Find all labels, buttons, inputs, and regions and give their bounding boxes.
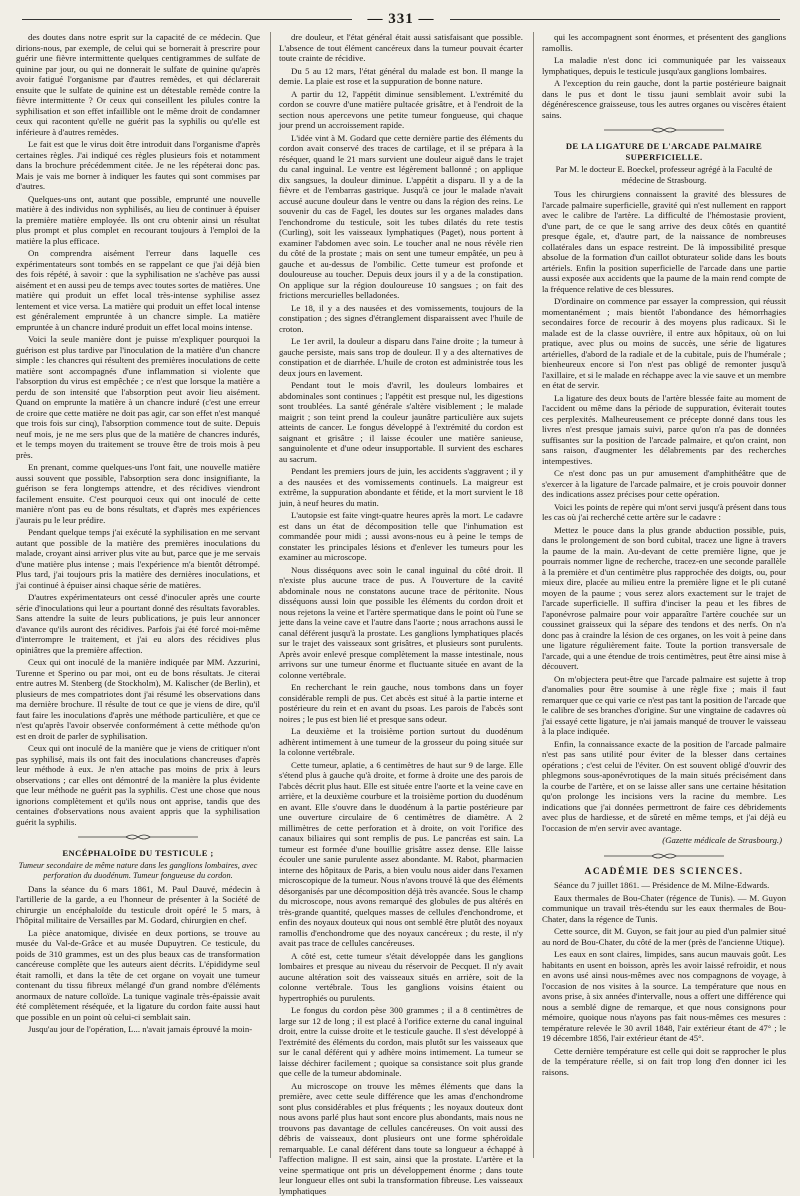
paragraph: La deuxième et la troisième portion surtout du duodénum adhèrent intimement à une tumeur de la grosseur du poing située sur la colonne vertébrale. — [279, 726, 523, 758]
paragraph: dre douleur, et l'état général était aussi satisfaisant que possible. L'absence de tout élément cancéreux dans la tumeur pouvait écarter toute crainte de récidive. — [279, 32, 523, 64]
header-rule-left — [22, 19, 352, 20]
paragraph: Les eaux en sont claires, limpides, sans aucun mauvais goût. Les habitants en usent en boisson, après les avoir laissé refroidir, et nous en avons usé ainsi nous-mêmes avec nos compagnons de voyage, à l'occasion de nos visites à la source. La température que nous en avons prise, à six années d'intervalle, nous a offert une différence qui nous a semblé digne de remarque, et que nous consignons pour mémoire, quoique nous n'ayons pas fait nous-mêmes ces mesures : température relevée le 30 avril 1848, l'air extérieur étant de 47° ; le 19 décembre 1856, l'air extérieur étant de 45°. — [542, 949, 786, 1044]
paragraph: Le fait est que le virus doit être introduit dans l'organisme d'après certaines règles. J'ai indiqué ces règles plusieurs fois et notamment dans la brochure précédemment citée. Je ne les répéterai donc pas. Mais je vais me borner à indiquer les fautes qui sont commises par d'autres. — [16, 139, 260, 192]
paragraph: Nous disséquons avec soin le canal inguinal du côté droit. Il n'existe plus aucune trace de pus. A l'ouverture de la cavité abdominale nous ne constatons aucune trace de péritonite. Nous disséquons aussi loin que possible les éléments du cordon droit et nous rejetons la veine et l'artère spermatique dans le point où l'une se jette dans la veine cave et l'autre dans l'aorte ; nous arrachons aussi le canal déférent jusqu'à la prostate. Les ganglions lymphatiques placés sur le trajet des vaisseaux sont grisâtres, et plusieurs sont purulents. Après avoir enlevé presque complètement la masse intestinale, nous arrivons sur une tumeur énorme et fluctuante située en avant de la colonne vertébrale. — [279, 565, 523, 681]
paragraph: Du 5 au 12 mars, l'état général du malade est bon. Il mange la demie. La plaie est rose et la suppuration de bonne nature. — [279, 66, 523, 87]
paragraph: Pendant quelque temps j'ai exécuté la syphilisation en me servant autant que possible de la matière des premières inoculations du malade, croyant ainsi arriver plus vite au but, parce que je me servais d'une matière plus intense ; mais l'expérience m'a bientôt détrompé. Plus tard, j'ai toujours pris la matière des dernières inoculations, et j'ai continué à épuiser ainsi chaque série de matières. — [16, 527, 260, 590]
paragraph: L'autopsie est faite vingt-quatre heures après la mort. Le cadavre est dans un état de décomposition telle que l'inhumation est commandée pour midi ; aussi avons-nous eu à peine le temps de constater les principales lésions et d'enlever les tumeurs pour les examiner au microscope. — [279, 510, 523, 563]
paragraph: Dans la séance du 6 mars 1861, M. Paul Dauvé, médecin à l'artillerie de la garde, a eu l'honneur de présenter à la Société de chirurgie un encéphaloïde du testicule droit opéré le 5 mars, à l'hôpital militaire de Versailles par M. Godard, chirurgien en chef. — [16, 884, 260, 926]
paragraph: En prenant, comme quelques-uns l'ont fait, une nouvelle matière aussi souvent que possible, l'absorption sera donc insignifiante, la guérison se fera longtemps attendre, et des récidives viendront facilement ensuite. C'est pourquoi ceux qui ont inoculé de cette manière n'ont pas eu de bons résultats, et d'après mes expériences j'aurais pu le leur prédire. — [16, 462, 260, 525]
paragraph: On comprendra aisément l'erreur dans laquelle ces expérimentateurs sont tombés en se rappelant ce que j'ai déjà bien des fois répété, à savoir : que la syphilisation ne s'achève pas aussi aisément et en aussi peu de temps avec toutes sortes de matières. Une matière qui produit un effet local très-intense syphilise assez lentement et vice versa. La matière qui produit un effet local intense est généralement empruntée à un chancre simple. La matière empruntée à un chancre induré produit un effet local moins intense. — [16, 248, 260, 332]
paragraph: Ceux qui ont inoculé de la manière que je viens de critiquer n'ont pas syphilisé, mais ils ont fait des inoculations chancreuses d'après leur méthode à eux. Je n'en attache pas moins de prix à leurs observations ; car elles ont démontré de la manière la plus évidente que leur méthode ne guérit pas la syphilis. C'est une chose que nous ignorions complètement et qu'ils nous ont apprise, tandis que des centaines d'observations nous avaient appris que la syphilisation guérit la syphilis. — [16, 743, 260, 827]
paragraph: L'idée vint à M. Godard que cette dernière partie des éléments du cordon avait conservé des traces de cartilage, et il se prépara à la réséquer, quand le 21 mars survient une douleur aiguë dans le trajet du canal inguinal. Le ventre est légèrement ballonné ; on applique dix sangsues, la douleur diminue. L'appétit a disparu. Il y a de la fièvre et de l'embarras gastrique. Jusqu'à ce jour le malade n'avait accusé aucune douleur dans le ventre ou dans la région des reins. Le souvenir du cas de Fagel, les doutes sur les organes malades dans l'enchondrome du testicule, soit les tubes dilatés du rete testis (Curling), soit les vaisseaux lymphatiques (Paget), nous portent à examiner l'abdomen avec soin. Le toucher anal ne nous révèle rien du côté de la prostate ; mais on sent une tumeur empâtée, un peu à gauche et au-dessus de l'ombilic. Cette tumeur est profonde et douloureuse au toucher. Depuis deux jours il y a de la constipation. On applique sur la région douloureuse 10 sangsues ; on fait des frictions mercurielles belladonées. — [279, 133, 523, 301]
article-title: ENCÉPHALOÏDE DU TESTICULE ; — [16, 848, 260, 859]
paragraph: La maladie n'est donc ici communiquée par les vaisseaux lymphatiques, depuis le testicule jusqu'aux ganglions lombaires. — [542, 55, 786, 76]
header-rule-right — [450, 19, 780, 20]
section-heading: ACADÉMIE DES SCIENCES. — [542, 867, 786, 878]
paragraph: Cette dernière température est celle qui doit se rapprocher le plus de la température réelle, si on fait trop long d'en donner ici les raisons. — [542, 1046, 786, 1078]
ornamental-divider — [16, 832, 260, 842]
paragraph: D'ordinaire on commence par essayer la compression, qui réussit momentanément ; mais bientôt l'abondance des hémorrhagies secondaires force de recourir à des moyens plus radicaux. Si le malade est de la classe ouvrière, il entre aux hôpitaux, où on lui pratique, avec plus ou moins de succès, une série de ligatures artérielles, d'abord de la radiale et de la cubitale, puis de l'humérale ; bienheureux encore si l'on n'est pas obligé de remonter jusqu'à l'axillaire, et si le malade en réchappe avec la vie sauve et un membre en état de servir. — [542, 296, 786, 391]
column-3 — [533, 32, 786, 1158]
paragraph: D'autres expérimentateurs ont cessé d'inoculer après une courte série d'inoculations qui leur a pourtant donné des résultats favorables. Sans attendre la suite de leurs publications, je puis leur annoncer d'avance qu'ils auront des récidives. Parfois j'ai été forcé moi-même d'interrompre le traitement, et j'ai eu alors des récidives plus opiniâtres que la première affection. — [16, 592, 260, 655]
paragraph: Le 1er avril, la douleur a disparu dans l'aine droite ; la tumeur à gauche persiste, mais sans trop de douleur. Il y a des alternatives de constipation et de diarrhée. L'huile de croton est administrée tous les deux jours en lavement. — [279, 336, 523, 378]
paragraph: Jusqu'au jour de l'opération, L... n'avait jamais éprouvé la moin- — [16, 1024, 260, 1035]
column-2 — [270, 32, 523, 1158]
article-source: (Gazette médicale de Strasbourg.) — [542, 835, 782, 846]
paragraph: Voici la seule manière dont je puisse m'expliquer pourquoi la guérison est plus tardive par l'inoculation de la matière d'un chancre simple : les chancres qui résultent des premières inoculations de cette matière sont accompagnés d'une inflammation si violente que l'absorption du virus est empêchée ; ce n'est que lorsque la matière a perdu de son intensité que l'absorption peut avoir lieu aisément. Quand on emprunte la matière à un chancre induré (c'est une erreur de croire que cette matière ne doit pas agir, car son effet n'est manqué que trois fois sur cinq), l'absorption commence tout de suite. Depuis neuf mois, je ne me sers plus que de la matière de chancres indurés, et le temps moyen du traitement se trouve être de trois mois à peu près. — [16, 334, 260, 460]
paragraph: Voici les points de repère qui m'ont servi jusqu'à présent dans tous les cas où j'ai recherché cette artère sur le cadavre : — [542, 502, 786, 523]
paragraph: En recherchant le rein gauche, nous tombons dans un foyer considérable rempli de pus. Cet abcès est situé à la partie interne et postérieure du rein et en avant du psoas. Les parois de l'abcès sont noires ; le pus est bien lié et presque sans odeur. — [279, 682, 523, 724]
paragraph: Au microscope on trouve les mêmes éléments que dans la première, avec cette seule différence que les amas d'enchondrome sont plus considérables et plus fréquents ; les noyaux douteux dont nous avons parlé plus haut sont encore plus abondants, mais nous ne trouvons pas davantage de cellules cancéreuses. On voit aussi des débris de vaisseaux, dont plusieurs ont une forme sphéroïdale remarquable. Le canal déférent dans toute sa longueur a échappé à l'affection maligne. Il est sain, ainsi que la prostate. L'artère et la veine spermatique ont pris un développement énorme ; dans toute leur longueur elles ont subi la transformation fibreuse. Les vaisseaux lymphatiques — [279, 1081, 523, 1196]
article-byline: Par M. le docteur E. Boeckel, professeur agrégé à la Faculté de médecine de Strasbourg. — [542, 164, 786, 185]
page-header — [16, 8, 786, 32]
text-columns — [16, 32, 786, 1158]
ornamental-divider — [542, 851, 786, 861]
paragraph: A l'exception du rein gauche, dont la partie postérieure baignait dans le pus et dont le tissu jauni semblait avoir subi la dégénérescence graisseuse, tous les autres organes ou viscères étaient sains. — [542, 78, 786, 120]
column-1 — [16, 32, 260, 1158]
paragraph: A partir du 12, l'appétit diminue sensiblement. L'extrémité du cordon se couvre d'une matière pultacée grisâtre, et à l'endroit de la section nous apercevons une petite tumeur fongueuse, qui chaque jour prend un accroissement rapide. — [279, 89, 523, 131]
article-title: DE LA LIGATURE DE L'ARCADE PALMAIRE SUPERFICIELLE. — [542, 141, 786, 162]
page-number: — 331 — — [368, 11, 435, 27]
paragraph: qui les accompagnent sont énormes, et présentent des ganglions ramollis. — [542, 32, 786, 53]
paragraph: Pendant tout le mois d'avril, les douleurs lombaires et abdominales sont continues ; l'appétit est presque nul, les digestions sont troublées. La santé générale s'altère visiblement ; le malade maigrit ; son teint prend la couleur jaunâtre particulière aux sujets atteints de cancer. Le fongus développé à l'extrémité du cordon est saignant et grisâtre ; il laisse écouler une matière sanieuse, sanguinolente et d'une odeur insupportable. Il survient des eschares au sacrum. — [279, 380, 523, 464]
article-subtitle: Tumeur secondaire de même nature dans les ganglions lombaires, avec perforation du duodénum. Tumeur fongueuse du cordon. — [16, 861, 260, 881]
paragraph: Cette tumeur, aplatie, a 6 centimètres de haut sur 9 de large. Elle s'étend plus à gauche qu'à droite, et forme à droite une des parois de l'abcès décrit plus haut. Elle est située entre l'aorte et la veine cave en arrière, et la deuxième courbure et la troisième portion du duodénum en avant. Elle s'ouvre dans le duodénum à la partie postérieure par une ouverture circulaire de 6 centimètres de diamètre. A 2 millimètres de cette perforation et à droite, on voit l'orifice des canaux biliaires qui sont remplis de pus. Le pancréas est sain. La tumeur est formée d'une bouillie grisâtre assez dense. Elle laisse écouler une sanie purulente assez abondante. M. Rabot, pharmacien interne des hôpitaux de Paris, a bien voulu nous aider dans l'examen microscopique de la tumeur. Nous n'avons trouvé là que des éléments désorganisés par une décomposition déjà très avancée. Sous le champ du microscope, nous avons remarqué des globules de pus altérés en très-grande quantité, quelques masses de cellules d'enchondrome, et enfin des noyaux douteux qui nous ont semblé être plutôt des noyaux ramollis d'enchondrome que des noyaux cancéreux ; du reste, il n'y avait pas trace de cellules cancéreuses. — [279, 760, 523, 949]
paragraph: Ceux qui ont inoculé de la manière indiquée par MM. Azzurini, Turenne et Sperino ou par moi, ont eu de bons résultats. Je citerai entre autres M. Stenberg (de Stockholm), M. Kalischer (de Berlin), et plusieurs de mes compatriotes dont j'ai résumé les observations dans ma dernière brochure. Il résulte de tout ce que je viens de dire, qu'il faut faire les inoculations d'après une méthode particulière, et que ce n'est qu'après l'avoir observée conformément à cette méthode qu'on est en droit de parler de syphilisation. — [16, 657, 260, 741]
paragraph: Ce n'est donc pas un pur amusement d'amphithéâtre que de s'exercer à la ligature de l'arcade palmaire, et je crois pouvoir donner des indications assez précises pour cette opération. — [542, 468, 786, 500]
paragraph: Enfin, la connaissance exacte de la position de l'arcade palmaire n'est pas sans utilité pour éviter de la blesser dans certaines opérations ; c'est celui de l'éviter. On est souvent obligé d'ouvrir des phlegmons sous-aponévrotiques de la main situés précisément dans la courbe de l'artère, et on se laisse aller sans une certaine hésitation qu'on prolonge les incisions vers la racine du membre. Les indications que j'ai données permettront de faire ces débridements avec plus de hardiesse, et de sûreté en même temps, et j'ai déjà eu l'occasion de m'en servir avec avantage. — [542, 739, 786, 834]
paragraph: La ligature des deux bouts de l'artère blessée faite au moment de l'accident ou même dans la période de suppuration, éviterait toutes ces perplexités. Malheureusement ce précepte donné dans tous les livres n'est presque jamais suivi, parce qu'on n'a pas de données suffisantes sur la position de l'arcade palmaire, et qu'on craint, non sans raison, d'augmenter les délabrements par des recherches intempestives. — [542, 393, 786, 467]
ornamental-divider — [542, 125, 786, 135]
paragraph: Eaux thermales de Bou-Chater (régence de Tunis). — M. Guyon communique un travail très-étendu sur les eaux thermales de Bou-Chater, dans la régence de Tunis. — [542, 893, 786, 925]
paragraph: Le fongus du cordon pèse 300 grammes ; il a 8 centimètres de large sur 12 de long ; il est placé à l'orifice externe du canal inguinal droit, entre la cuisse droite et le testicule gauche. Il s'est développé à l'extrémité des éléments du cordon, mais plutôt sur les vaisseaux que sur le canal déférent qui y adhère moins intimement. La tumeur se laisse déchirer facilement ; quoique sa consistance soit plus grande que celle de la tumeur abdominale. — [279, 1005, 523, 1079]
paragraph: La pièce anatomique, divisée en deux portions, se trouve au musée du Val-de-Grâce et au musée Dupuytren. Ce testicule, du poids de 310 grammes, est un des plus beaux cas de transformation cancéreuse complète que les auteurs aient décrits. L'épididyme seul était ramolli, et dans la tête de cet organe on voyait une tumeur contenant du tissu fibreux mélangé d'un grand nombre d'éléments anormaux de nature colloïde. La tunique vaginale très-épaissie avait été complètement réséquée, et la ligature du cordon faite aussi haut que possible en un point où celui-ci semblait sain. — [16, 928, 260, 1023]
paragraph: Le 18, il y a des nausées et des vomissements, toujours de la constipation ; des signes d'étranglement disparaissent avec l'huile de croton. — [279, 303, 523, 335]
paragraph: Tous les chirurgiens connaissent la gravité des blessures de l'arcade palmaire superficielle, gravité qui n'est nullement en rapport avec le calibre de l'artère. La difficulté de l'hémostasie provient, d'une part, de ce que le sang arrive des deux côtés en quantité presque égale, et, d'autre part, de la naissance de nombreuses collatérales dans un espace restreint. De là impossibilité presque absolue de la formation d'un caillot obturateur solide dans les bouts artériels. Enfin la position superficielle de l'arcade dans une partie aussi exposée aux accidents que la paume de la main rend compte de la fréquence relative de ces blessures. — [542, 189, 786, 294]
paragraph: Quelques-uns ont, autant que possible, emprunté une nouvelle matière à des individus non syphilisés, au lieu de continuer à épuiser la première matière employée. Ils ont cru obtenir ainsi un résultat plus prompt et plus complet en recourant toujours à l'emploi de la matière la plus efficace. — [16, 194, 260, 247]
paragraph: des doutes dans notre esprit sur la capacité de ce médecin. Que dirions-nous, par exemple, de celui qui se bornerait à prescrire pour guérir une fièvre intermittente quelques centigrammes de sulfate de quinine par jour, ou qui ne donnerait le sulfate de quinine qu'après avoir fatigué l'organisme par d'autres remèdes, et qui déclarerait ensuite que le sulfate de quinine est un détestable remède contre la fièvre intermittente ? Or ceux qui conseillent les pilules contre la syphilisation et son effet infaillible ont le même droit de condamner ceux qui racontent qu'elle ne guérit pas la syphilis ou qu'elle est inférieure à d'autres remèdes. — [16, 32, 260, 137]
session-line: Séance du 7 juillet 1861. — Présidence de M. Milne-Edwards. — [542, 880, 786, 891]
paragraph: A côté est, cette tumeur s'était développée dans les ganglions lombaires et presque au niveau du réservoir de Pecquet. Il n'y avait aucune altération soit des vaisseaux situés en arrière, soit de la colonne vertébrale. Tous les ganglions voisins étaient ou hypertrophiés ou purulents. — [279, 951, 523, 1004]
paragraph: Mettez le pouce dans la plus grande abduction possible, puis, dans le prolongement de son bord cubital, tracez une ligne à travers la paume de la main. Au-devant de cette première ligne, que je pourrais nommer ligne de recherche, tracez-en une seconde parallèle à la première et d'un centimètre plus rapprochée des doigts, ou, pour mieux dire, placée au milieu entre la première ligne et le pli cutané moyen de la paume ; vous serez alors exactement sur le trajet de l'arcade superficielle. Il suffira d'inciser la peau et les fibres de l'aponévrose palmaire pour voir apparaître l'artère couchée sur un coussinet graisseux qui la sépare des tendons et des nerfs. On n'a donc pas à craindre la lésion de ces organes, on les voit à peine dans une ligature régulièrement faite. Toute la portion transversale de l'arcade, qui a une étendue de trois centimètres, peut être ainsi mise à découvert. — [542, 525, 786, 672]
paragraph: Pendant les premiers jours de juin, les accidents s'aggravent ; il y a des nausées et des vomissements continuels. La maigreur est extrême, la suppuration abondante et fétide, et la mort survient le 18 juin, à neuf heures du matin. — [279, 466, 523, 508]
paragraph: Cette source, dit M. Guyon, se fait jour au pied d'un palmier situé au nord de Bou-Chater, du côté de la mer (près de l'ancienne Utique). — [542, 926, 786, 947]
paragraph: On m'objectera peut-être que l'arcade palmaire est sujette à trop d'anomalies pour être soumise à une règle fixe ; mais il faut remarquer que ce qui varie ce n'est pas tant la position de l'arcade que le calibre de ses branches d'origine. Sur une vingtaine de cadavres où j'ai essayé cette ligature, je n'ai jamais manqué de trouver le vaisseau à la place indiquée. — [542, 674, 786, 737]
